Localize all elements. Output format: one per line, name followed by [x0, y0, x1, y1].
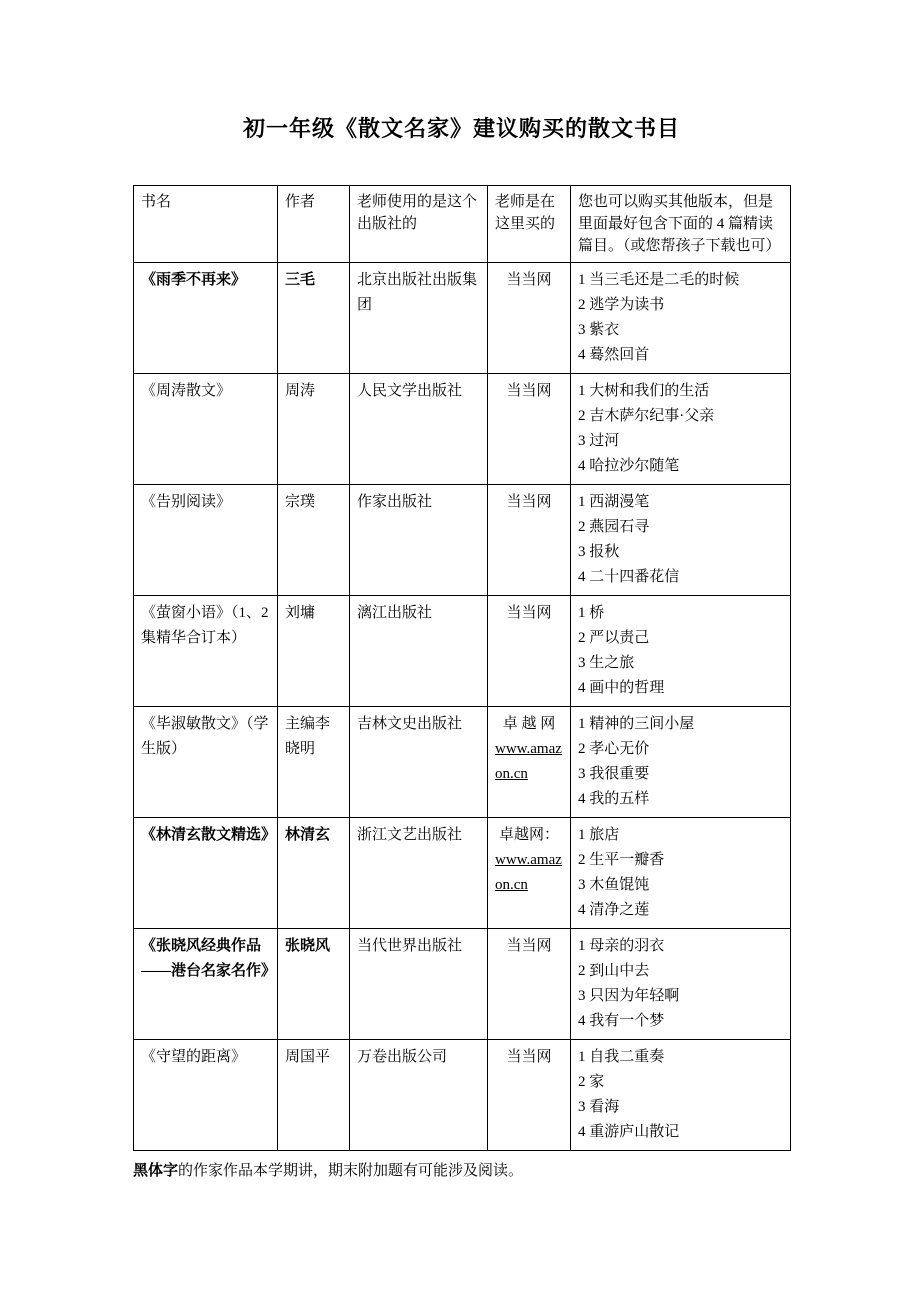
book-title-cell: 《萤窗小语》（1、2 集精华合订本） — [134, 596, 278, 707]
reading-item: 2 吉木萨尔纪事·父亲 — [578, 408, 715, 424]
reading-item: 2 逃学为读书 — [578, 297, 665, 313]
book-title-cell: 《张晓风经典作品——港台名家名作》 — [134, 929, 278, 1040]
store-name: 当当网 — [506, 1049, 552, 1065]
book-title-cell: 《周涛散文》 — [134, 374, 278, 485]
book-table — [133, 185, 791, 1151]
reading-item: 2 严以责己 — [578, 630, 650, 646]
author-cell: 周涛 — [278, 374, 350, 485]
store-name: 当当网 — [506, 272, 552, 288]
reading-item: 4 重游庐山散记 — [578, 1124, 680, 1140]
reading-item: 4 哈拉沙尔随笔 — [578, 458, 680, 474]
reading-item: 1 桥 — [578, 605, 605, 621]
publisher-cell: 漓江出版社 — [350, 596, 488, 707]
book-title-cell: 《林清玄散文精选》 — [134, 818, 278, 929]
store-cell — [488, 1040, 571, 1151]
publisher-cell: 作家出版社 — [350, 485, 488, 596]
reading-item: 3 生之旅 — [578, 655, 635, 671]
footnote — [133, 1160, 790, 1182]
reading-item: 1 大树和我们的生活 — [578, 383, 710, 399]
table-row — [134, 707, 791, 818]
store-cell — [488, 707, 571, 818]
reading-item: 3 只因为年轻啊 — [578, 988, 680, 1004]
readings-cell — [571, 929, 791, 1040]
store-name: 卓 越 网 — [502, 716, 556, 732]
publisher-cell: 吉林文史出版社 — [350, 707, 488, 818]
readings-cell — [571, 818, 791, 929]
reading-item: 4 画中的哲理 — [578, 680, 665, 696]
reading-item: 4 我有一个梦 — [578, 1013, 665, 1029]
table-row — [134, 818, 791, 929]
store-link[interactable]: www.amazon.cn — [495, 741, 562, 782]
reading-item: 3 木鱼馄饨 — [578, 877, 650, 893]
readings-cell — [571, 485, 791, 596]
store-name: 当当网 — [506, 938, 552, 954]
book-title-cell: 《雨季不再来》 — [134, 263, 278, 374]
readings-cell — [571, 596, 791, 707]
reading-item: 3 我很重要 — [578, 766, 650, 782]
book-title-cell: 《守望的距离》 — [134, 1040, 278, 1151]
author-cell: 主编李晓明 — [278, 707, 350, 818]
reading-item: 1 母亲的羽衣 — [578, 938, 665, 954]
reading-item: 2 家 — [578, 1074, 605, 1090]
reading-item: 1 精神的三间小屋 — [578, 716, 695, 732]
reading-item: 4 蓦然回首 — [578, 347, 650, 363]
footnote-bold-text: 黑体字 — [133, 1163, 179, 1179]
table-row — [134, 929, 791, 1040]
header-author: 作者 — [278, 186, 350, 263]
reading-item: 4 二十四番花信 — [578, 569, 680, 585]
publisher-cell: 万卷出版公司 — [350, 1040, 488, 1151]
table-header — [134, 186, 791, 263]
publisher-cell: 浙江文艺出版社 — [350, 818, 488, 929]
store-name: 当当网 — [506, 605, 552, 621]
publisher-cell: 当代世界出版社 — [350, 929, 488, 1040]
reading-item: 2 燕园石寻 — [578, 519, 650, 535]
readings-cell — [571, 374, 791, 485]
author-cell: 三毛 — [278, 263, 350, 374]
reading-item: 4 我的五样 — [578, 791, 650, 807]
reading-item: 3 看海 — [578, 1099, 620, 1115]
store-cell — [488, 818, 571, 929]
reading-item: 1 自我二重奏 — [578, 1049, 665, 1065]
document-title: 初一年级《散文名家》建议购买的散文书目 — [242, 116, 680, 141]
reading-item: 4 清净之莲 — [578, 902, 650, 918]
readings-cell — [571, 1040, 791, 1151]
reading-item: 2 到山中去 — [578, 963, 650, 979]
store-name: 卓越网： — [498, 827, 559, 843]
reading-item: 2 生平一瓣香 — [578, 852, 665, 868]
store-cell — [488, 374, 571, 485]
header-book-title: 书名 — [134, 186, 278, 263]
store-cell — [488, 929, 571, 1040]
book-table-body — [134, 263, 791, 1151]
table-row — [134, 374, 791, 485]
store-cell — [488, 485, 571, 596]
readings-cell — [571, 707, 791, 818]
reading-item: 3 报秋 — [578, 544, 620, 560]
book-title-cell: 《毕淑敏散文》（学生版） — [134, 707, 278, 818]
store-cell — [488, 263, 571, 374]
author-cell: 张晓风 — [278, 929, 350, 1040]
table-row — [134, 263, 791, 374]
table-row — [134, 485, 791, 596]
reading-item: 3 过河 — [578, 433, 620, 449]
footnote-rest-text: 的作家作品本学期讲，期末附加题有可能涉及阅读。 — [178, 1163, 524, 1179]
author-cell: 刘墉 — [278, 596, 350, 707]
header-row — [134, 186, 791, 263]
readings-cell — [571, 263, 791, 374]
store-cell — [488, 596, 571, 707]
reading-item: 1 当三毛还是二毛的时候 — [578, 272, 740, 288]
reading-item: 3 紫衣 — [578, 322, 620, 338]
header-publisher: 老师使用的是这个出版社的 — [350, 186, 488, 263]
reading-item: 2 孝心无价 — [578, 741, 650, 757]
publisher-cell: 人民文学出版社 — [350, 374, 488, 485]
store-name: 当当网 — [506, 383, 552, 399]
table-row — [134, 596, 791, 707]
book-title-cell: 《告别阅读》 — [134, 485, 278, 596]
header-store: 老师是在这里买的 — [488, 186, 571, 263]
reading-item: 1 西湖漫笔 — [578, 494, 650, 510]
author-cell: 宗璞 — [278, 485, 350, 596]
table-row — [134, 1040, 791, 1151]
author-cell: 林清玄 — [278, 818, 350, 929]
reading-item: 1 旅店 — [578, 827, 620, 843]
author-cell: 周国平 — [278, 1040, 350, 1151]
publisher-cell: 北京出版社出版集团 — [350, 263, 488, 374]
store-link[interactable]: www.amazon.cn — [495, 852, 562, 893]
store-name: 当当网 — [506, 494, 552, 510]
header-readings: 您也可以购买其他版本，但是里面最好包含下面的 4 篇精读篇目。（或您帮孩子下载也可） — [571, 186, 791, 263]
